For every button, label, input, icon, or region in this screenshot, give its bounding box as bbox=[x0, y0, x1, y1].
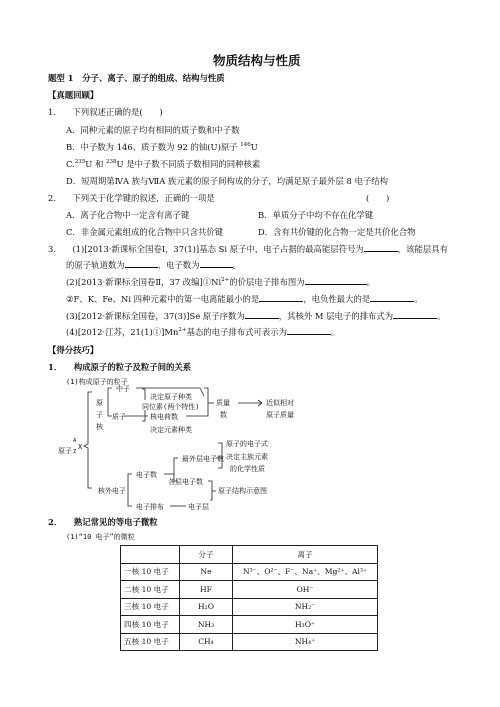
q3-l3a: (2)[2013·新课标全国卷Ⅱ，37 改编]①Ni bbox=[66, 277, 222, 287]
q2-text: 下列关于化学键的叙述，正确的一项是 bbox=[72, 193, 215, 203]
q1-text: 下列叙述正确的是( ) bbox=[72, 107, 163, 117]
q3-l6b: 基态的电子排布式可表示为 bbox=[186, 327, 287, 337]
neutron-label: 中子 bbox=[116, 385, 130, 393]
row-molecule: CH₄ bbox=[180, 633, 233, 651]
q3-l2a: 的原子轨道数为 bbox=[66, 260, 125, 270]
q2-option-d: D．含有共价键的化合物一定是共价化合物 bbox=[258, 227, 416, 237]
q3-num: 3． bbox=[48, 244, 62, 254]
q1-b-text: B．中子数为 146、质子数为 92 的铀(U)原子 bbox=[66, 142, 241, 152]
q3-l4b: ，电负性最大的是 bbox=[303, 294, 371, 304]
electron-brace bbox=[128, 474, 132, 506]
diagram-subtitle: (1)构成原子的粒子 bbox=[66, 378, 128, 386]
q2-option-a: A．离子化合物中一定含有离子键 bbox=[66, 210, 190, 220]
q2-num: 2． bbox=[48, 193, 62, 203]
mass-number-line2: 数 bbox=[220, 411, 227, 419]
header-molecule: 分子 bbox=[180, 546, 233, 564]
q2-option-b: B．单质分子中均不存在化学键 bbox=[258, 210, 374, 220]
table-row bbox=[121, 581, 378, 599]
row-ion: OH⁻ bbox=[233, 581, 378, 599]
s2-num: 2． bbox=[48, 517, 63, 527]
nuclear-charge-label: 核电荷数 bbox=[150, 413, 178, 421]
q3-l6-sup: 2+ bbox=[178, 327, 187, 334]
table-row bbox=[121, 598, 378, 616]
isotope-label: 同位素(两个特性) bbox=[142, 403, 200, 411]
q3-l3-sup: 2+ bbox=[221, 277, 230, 284]
mass-brace bbox=[204, 388, 208, 416]
topic-text: 分子、离子、原子的组成、结构与性质 bbox=[82, 73, 225, 83]
chem-property-line1: 决定主族元素 bbox=[226, 453, 268, 461]
electron-arrangement-label: 电子排布 bbox=[136, 503, 164, 511]
q1-num: 1． bbox=[48, 107, 62, 117]
root-atom-text: 原子 bbox=[58, 447, 72, 455]
electron-count-label: 电子数 bbox=[136, 471, 157, 479]
neutron-diag bbox=[200, 388, 204, 396]
row-molecule: H₂O bbox=[180, 598, 233, 616]
approx-mass-line1: 近似相对 bbox=[266, 399, 294, 407]
q3-l2c: 。 bbox=[232, 260, 241, 270]
row-label: 一核 10 电子 bbox=[121, 563, 180, 581]
q1-c-a: C. bbox=[66, 159, 75, 169]
determines-atom-type: 决定原子种类 bbox=[150, 393, 192, 401]
row-label: 二核 10 电子 bbox=[121, 581, 180, 599]
table-header-row bbox=[121, 546, 378, 564]
mass-number-line1: 质量 bbox=[216, 399, 230, 407]
q3-l6c: 。 bbox=[330, 327, 340, 337]
q3-l4c: 。 bbox=[414, 294, 423, 304]
proton-label: 质子 bbox=[112, 413, 126, 421]
row-molecule: NH₃ bbox=[180, 616, 233, 634]
extranuclear-electron-label: 核外电子 bbox=[98, 487, 126, 495]
chem-property-line2: 的化学性质 bbox=[230, 465, 265, 473]
topic-label: 题型 1 bbox=[48, 73, 74, 83]
q1-option-d: D．短周期第ⅣA 族与ⅦA 族元素的原子间构成的分子，均满足原子最外层 8 电子结构 bbox=[66, 176, 388, 186]
q3-l2b: 、电子数为 bbox=[157, 260, 200, 270]
s1-num: 1． bbox=[48, 362, 63, 372]
property-brace bbox=[218, 443, 222, 468]
electron-count-brace bbox=[174, 458, 178, 481]
root-atom-label: 原子 A Z X bbox=[58, 438, 83, 455]
s2-text: 熟记常见的等电子微粒 bbox=[73, 517, 158, 527]
page-title: 物质结构与性质 bbox=[213, 53, 301, 68]
row-label: 五核 10 电子 bbox=[121, 633, 180, 651]
table-row bbox=[121, 563, 378, 581]
electron-formula-label: 原子的电子式 bbox=[226, 440, 268, 448]
nucleus-brace bbox=[108, 388, 112, 416]
shell-electrons-label: 各层电子数 bbox=[168, 478, 203, 486]
q1-b-sup: 146 bbox=[240, 142, 251, 149]
q3-l3b: 的价层电子排布图为 bbox=[229, 277, 305, 287]
q2-answer-paren: ( ) bbox=[366, 193, 390, 203]
row-ion: NH₂⁻ bbox=[233, 598, 378, 616]
nucleus-char-1: 原 bbox=[96, 399, 103, 407]
q1-b-el: U bbox=[250, 142, 258, 152]
main-brace bbox=[84, 392, 92, 488]
table-row bbox=[121, 616, 378, 634]
nucleus-char-2: 子 bbox=[96, 411, 103, 419]
q3-l1b: ，该能层具有 bbox=[397, 244, 448, 254]
q1-c-sup1: 235 bbox=[74, 159, 86, 166]
q3-l4a: ②F、K、Fe、Ni 四种元素中的第一电离能最小的是 bbox=[66, 294, 260, 304]
q3-l1: (1)[2013·新课标全国卷Ⅰ，37(1)]基态 Si 原子中，电子占据的最高能层符号为 bbox=[72, 244, 364, 254]
table-row bbox=[121, 633, 378, 651]
row-ion: N³⁻、O²⁻、F⁻、Na⁺、Mg²⁺、Al³⁺ bbox=[233, 563, 378, 581]
section-skills: 【得分技巧】 bbox=[48, 345, 99, 355]
determines-element-type: 决定元素种类 bbox=[150, 426, 192, 434]
header-ion: 离子 bbox=[233, 546, 378, 564]
q1-option-a: A．同种元素的原子均有相同的质子数和中子数 bbox=[66, 125, 240, 135]
nucleus-char-3: 核 bbox=[96, 423, 103, 431]
row-label: 三核 10 电子 bbox=[121, 598, 180, 616]
element-symbol: X bbox=[78, 443, 83, 451]
electron-shell-label: 电子层 bbox=[188, 503, 209, 511]
q3-l5b: ，其核外 M 层电子的排布式为 bbox=[278, 311, 394, 321]
q2-option-c: C．非金属元素组成的化合物中只含共价键 bbox=[66, 227, 224, 237]
row-label: 四核 10 电子 bbox=[121, 616, 180, 634]
row-ion: NH₄⁺ bbox=[233, 633, 378, 651]
ten-electron-table bbox=[120, 545, 378, 651]
s1-text: 构成原子的粒子及粒子间的关系 bbox=[73, 362, 192, 372]
q3-l6a: (4)[2012·江苏，21(1)①]Mn bbox=[66, 327, 179, 337]
row-molecule: Ne bbox=[180, 563, 233, 581]
approx-mass-line2: 原子质量 bbox=[266, 411, 294, 419]
section-review: 【真题回顾】 bbox=[48, 90, 99, 100]
structure-diagram-label: 原子结构示意图 bbox=[218, 487, 267, 495]
header-empty bbox=[121, 546, 180, 564]
q3-l3c: 。 bbox=[366, 277, 376, 287]
outermost-electrons-label: 最外层电子数 bbox=[182, 455, 224, 463]
row-molecule: HF bbox=[180, 581, 233, 599]
q1-c-post: U 是中子数不同质子数相同的同种核素 bbox=[116, 159, 261, 169]
q1-c-sup2: 238 bbox=[106, 159, 117, 166]
q1-c-mid: U 和 bbox=[85, 159, 107, 169]
row-ion: H₃O⁺ bbox=[233, 616, 378, 634]
q3-l5a: (3)[2012·新课标全国卷，37(3)]Se 原子序数为 bbox=[66, 311, 245, 321]
table-subtitle: (1)“10 电子”的微粒 bbox=[66, 533, 135, 541]
s2-heading bbox=[48, 516, 158, 528]
q3-l5c: 。 bbox=[437, 311, 446, 321]
